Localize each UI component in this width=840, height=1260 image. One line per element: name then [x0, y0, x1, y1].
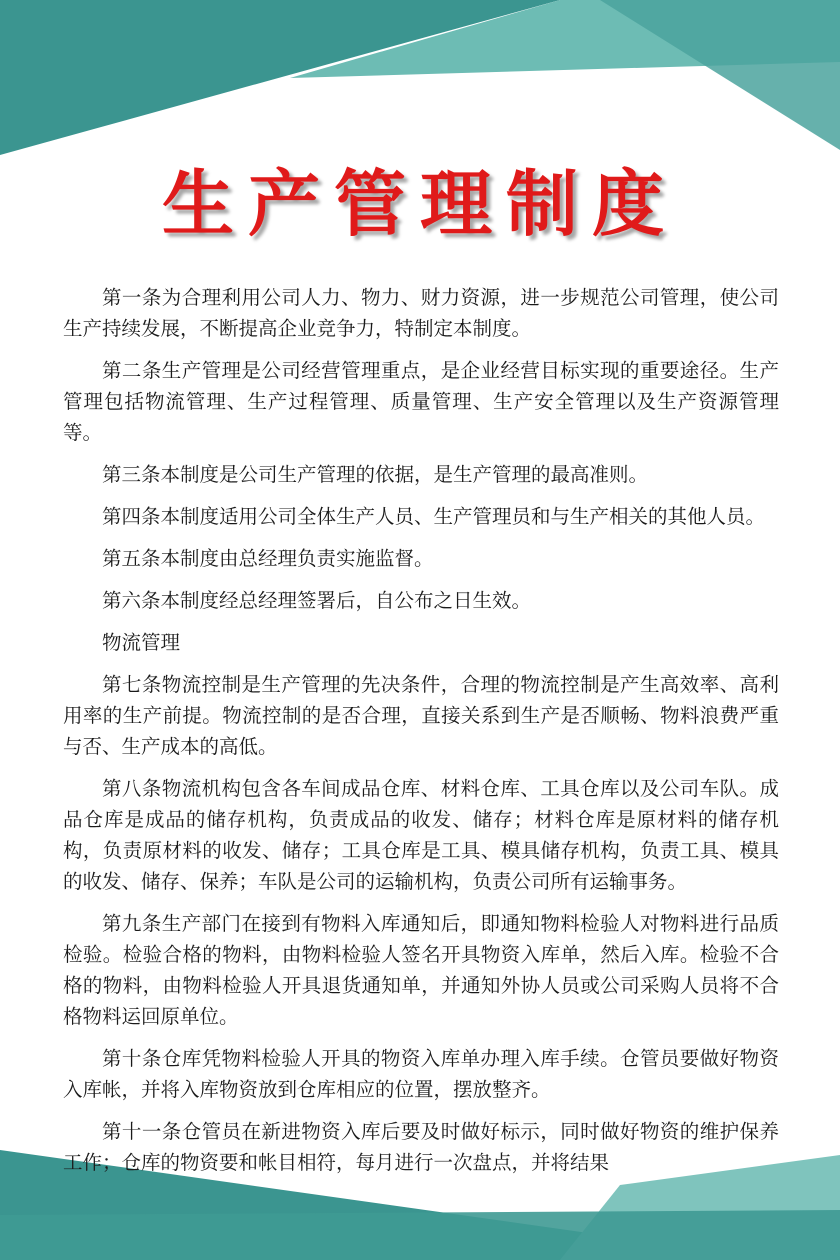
article-2: 第二条生产管理是公司经营管理重点，是企业经营目标实现的重要途径。生产管理包括物流管理、生产过程管理、质量管理、生产安全管理以及生产资源管理等。 [63, 359, 779, 444]
article-8: 第八条物流机构包含各车间成品仓库、材料仓库、工具仓库以及公司车队。成品仓库是成品的储存机构，负责成品的收发、储存；材料仓库是原材料的储存机构，负责原材料的收发、储存；工具仓库是工具、模具储存机构，负责工具、模具的收发、储存、保养；车队是公司的运输机构，负责公司所有运输事务。 [63, 777, 779, 893]
article-9: 第九条生产部门在接到有物料入库通知后，即通知物料检验人对物料进行品质检验。检验合格的物料，由物料检验人签名开具物资入库单，然后入库。检验不合格的物料，由物料检验人开具退货通知单，并通知外协人员或公司采购人员将不合格物料运回原单位。 [63, 912, 779, 1028]
article-11: 第十一条仓管员在新进物资入库后要及时做好标示，同时做好物资的维护保养工作；仓库的物资要和帐目相符，每月进行一次盘点，并将结果 [63, 1120, 779, 1174]
article-6: 第六条本制度经总经理签署后，自公布之日生效。 [102, 589, 532, 612]
top-right-teal-shape [600, 0, 840, 150]
article-3: 第三条本制度是公司生产管理的依据，是生产管理的最高准则。 [102, 463, 649, 486]
document-body [63, 282, 779, 1189]
article-5: 第五条本制度由总经理负责实施监督。 [102, 547, 434, 570]
article-7: 第七条物流控制是生产管理的先决条件，合理的物流控制是产生高效率、高利用率的生产前提。物流控制的是否合理，直接关系到生产是否顺畅、物料浪费严重与否、生产成本的高低。 [63, 673, 779, 758]
section-heading-logistics: 物流管理 [102, 631, 181, 654]
page-title: 生产管理制度 [161, 162, 678, 246]
article-1: 第一条为合理利用公司人力、物力、财力资源，进一步规范公司管理，使公司生产持续发展，不断提高企业竞争力，特制定本制度。 [63, 286, 779, 340]
article-4: 第四条本制度适用公司全体生产人员、生产管理员和与生产相关的其他人员。 [102, 505, 766, 528]
top-left-teal-shape [0, 0, 560, 155]
bottom-center-teal-shape [0, 1210, 840, 1260]
article-10: 第十条仓库凭物料检验人开具的物资入库单办理入库手续。仓管员要做好物资入库帐，并将入库物资放到仓库相应的位置，摆放整齐。 [63, 1047, 779, 1101]
